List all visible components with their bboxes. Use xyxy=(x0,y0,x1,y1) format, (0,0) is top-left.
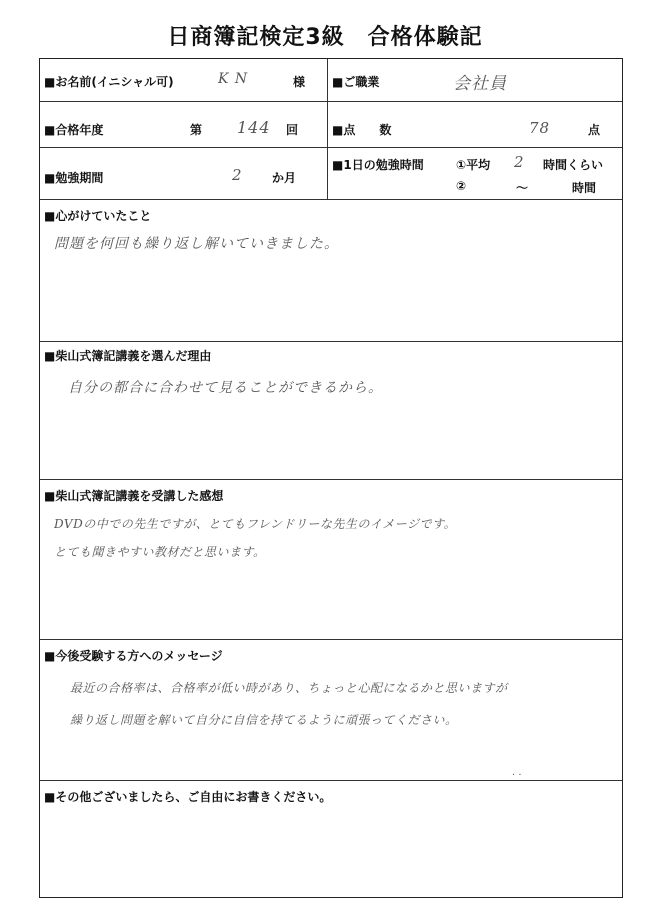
divider xyxy=(40,780,622,781)
range-separator: ～ xyxy=(516,181,529,195)
name-value: K N xyxy=(218,71,249,87)
score-label: ■点 数 xyxy=(332,123,392,137)
period-label: ■勉強期間 xyxy=(44,171,104,185)
divider xyxy=(40,639,622,640)
second-suffix: 時間 xyxy=(572,181,597,195)
section-text-line: 最近の合格率は、合格率が低い時があり、ちょっと心配になるかと思いますが xyxy=(70,681,508,695)
divider xyxy=(40,479,622,480)
divider xyxy=(40,147,622,148)
period-suffix: か月 xyxy=(272,171,297,185)
section-label: ■心がけていたこと xyxy=(44,209,152,223)
second-label: ② xyxy=(456,179,467,193)
year-prefix: 第 xyxy=(190,123,203,137)
score-suffix: 点 xyxy=(588,123,601,137)
name-suffix: 様 xyxy=(293,75,306,89)
period-value: 2 xyxy=(232,166,243,184)
avg-suffix: 時間くらい xyxy=(543,158,604,172)
daily-label: ■1日の勉強時間 xyxy=(332,158,424,172)
year-value: 144 xyxy=(237,118,271,137)
section-label: ■その他ございましたら、ご自由にお書きください。 xyxy=(44,790,332,804)
section-label: ■柴山式簿記講義を選んだ理由 xyxy=(44,349,212,363)
section-text-line: とても聞きやすい教材だと思います。 xyxy=(54,545,266,559)
section-text-line: 問題を何回も繰り返し解いていきました。 xyxy=(54,236,339,252)
divider xyxy=(40,341,622,342)
page-title: 日商簿記検定3級 合格体験記 xyxy=(167,25,483,50)
name-label: ■お名前(イニシャル可) xyxy=(44,75,174,89)
score-value: 78 xyxy=(529,119,551,137)
year-label: ■合格年度 xyxy=(44,123,104,137)
section-text-line: 自分の都合に合わせて見ることができるから。 xyxy=(68,380,383,396)
section-text-line: 繰り返し問題を解いて自分に自信を持てるように頑張ってください。 xyxy=(70,713,458,727)
section-text-line: DVDの中での先生ですが、とてもフレンドリーな先生のイメージです。 xyxy=(54,517,457,531)
section-label: ■柴山式簿記講義を受講した感想 xyxy=(44,489,224,503)
job-value: 会社員 xyxy=(453,74,507,94)
divider xyxy=(40,101,622,102)
stray-marks: . . xyxy=(512,767,522,778)
section-label: ■今後受験する方へのメッセージ xyxy=(44,649,223,663)
divider xyxy=(40,199,622,200)
survey-form xyxy=(39,58,623,898)
divider xyxy=(327,59,328,199)
year-suffix: 回 xyxy=(286,123,299,137)
job-label: ■ご職業 xyxy=(332,75,380,89)
avg-label: ①平均 xyxy=(456,158,491,172)
avg-value: 2 xyxy=(514,153,525,171)
